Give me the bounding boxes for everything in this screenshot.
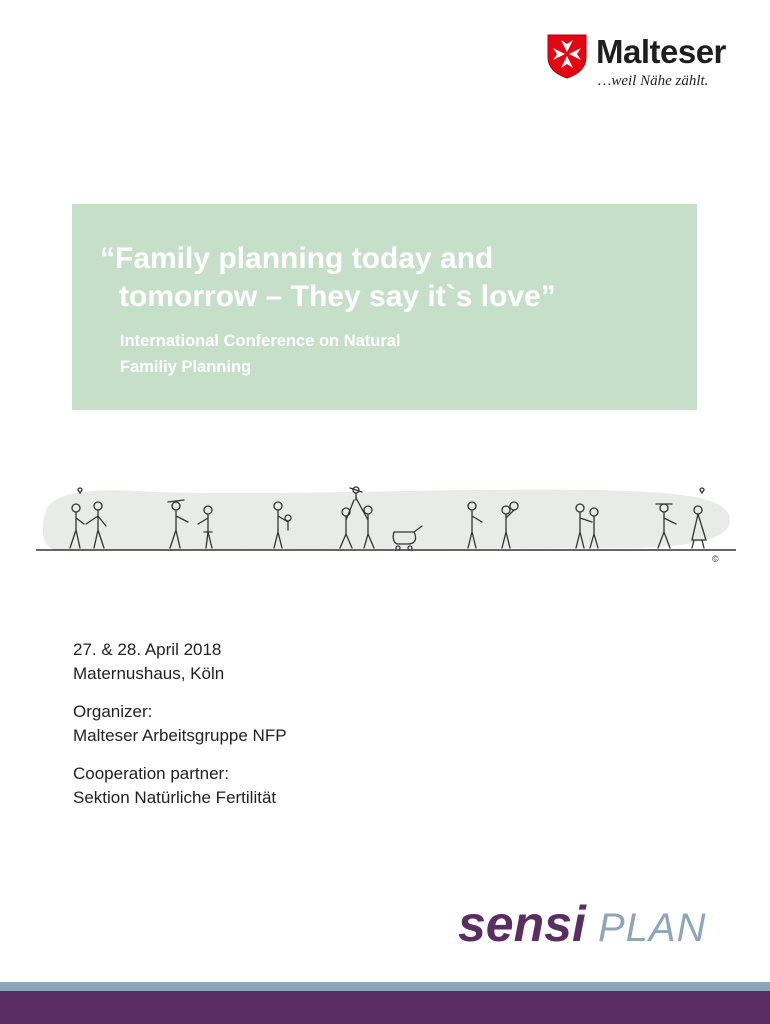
event-venue: Maternushaus, Köln [73,664,225,683]
maltese-cross-shield-icon [546,33,588,79]
partner-block [73,762,573,810]
sensiplan-logo-part-2: PLAN [598,906,707,950]
banner-subtitle [120,328,600,380]
logo-name: Malteser [596,33,726,70]
banner-title [100,240,660,316]
event-date: 27. & 28. April 2018 [73,640,222,659]
footer-bar-light [0,982,770,991]
banner-subtitle-line-2: Familiy Planning [120,358,252,376]
sensiplan-logo [458,893,748,955]
title-banner [72,204,697,410]
partner-label: Cooperation partner: [73,764,229,783]
footer-bar-dark [0,991,770,1024]
organizer-label: Organizer: [73,702,153,721]
organizer-name: Malteser Arbeitsgruppe NFP [73,726,287,745]
malteser-logo [546,33,736,95]
sensiplan-logo-part-1: sensi [458,896,586,952]
organizer-block [73,700,573,748]
families-illustration [36,470,736,582]
banner-subtitle-line-1: International Conference on Natural [120,332,401,350]
banner-title-line-1: “Family planning today and [100,242,494,275]
partner-name: Sektion Natürliche Fertilität [73,788,277,807]
copyright-symbol: © [712,554,719,564]
illustration-backdrop [43,490,730,550]
event-details [73,638,573,824]
logo-tagline: …weil Nähe zählt. [598,73,709,89]
date-venue-block [73,638,573,686]
banner-title-line-2: tomorrow – They say it`s love” [119,280,556,313]
